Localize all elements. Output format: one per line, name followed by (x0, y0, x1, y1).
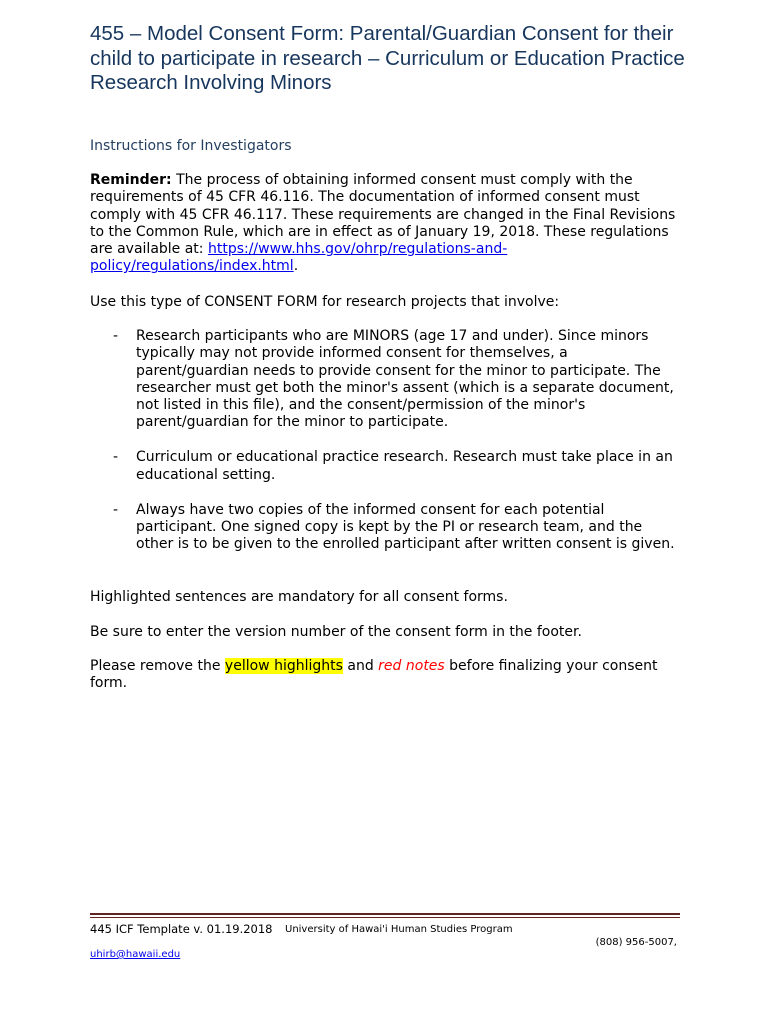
document-title: 455 – Model Consent Form: Parental/Guardian Consent for their child to participate in research – Curriculum or Education Practice Research Involving Minors (90, 22, 685, 94)
footer-phone: (808) 956-5007, (595, 937, 677, 948)
footer-program-name: University of Hawai'i Human Studies Program (285, 924, 513, 935)
remove-note (90, 658, 690, 693)
reminder-paragraph (90, 172, 680, 276)
instructions-heading: Instructions for Investigators (90, 138, 292, 154)
list-item-text: Research participants who are MINORS (age 17 and under). Since minors typically may not provide informed consent for themselves, a parent/guardian needs to provide consent for the minor to participate. The researcher must get both the minor's assent (which is a separate document, not listed in this file), and the consent/permission of the minor's parent/guardian for the minor to participate. (136, 328, 674, 431)
reminder-text: The process of obtaining informed consent must comply with the requirements of 45 CFR 46.116. The documentation of informed consent must comply with 45 CFR 46.117. These requirements are changed in the Final Revisions to the Common Rule, which are in effect as of January 19, 2018. These regulations are available at: (90, 172, 676, 258)
requirements-list (90, 328, 690, 571)
regulations-link[interactable]: https://www.hhs.gov/ohrp/regulations-and-policy/regulations/index.html (90, 241, 508, 275)
highlight-note: Highlighted sentences are mandatory for all consent forms. (90, 589, 508, 605)
remove-note-middle: and (342, 658, 379, 674)
yellow-highlight-text: yellow highlights (224, 658, 343, 674)
reminder-label: Reminder: (90, 172, 172, 188)
bullet-dash: - (113, 449, 119, 466)
list-item-text: Always have two copies of the informed consent for each potential participant. One signed copy is kept by the PI or research team, and the other is to be given to the enrolled participant after written consent is given. (136, 501, 675, 553)
remove-note-before: Please remove the (90, 658, 225, 674)
list-item (90, 502, 690, 554)
red-note-text: red notes (378, 658, 445, 674)
reminder-period: . (293, 258, 299, 275)
footer-email-link[interactable]: uhirb@hawaii.edu (90, 949, 181, 960)
list-item (90, 328, 690, 432)
intro-paragraph: Use this type of CONSENT FORM for research projects that involve: (90, 294, 560, 310)
bullet-dash: - (113, 501, 119, 518)
list-item (90, 449, 690, 484)
footer-divider (90, 913, 680, 918)
list-item-text: Curriculum or educational practice research. Research must take place in an educational setting. (136, 449, 673, 483)
remove-note-after: before finalizing your consent form. (90, 658, 658, 692)
footer-template-version: 445 ICF Template v. 01.19.2018 (90, 922, 273, 936)
bullet-dash: - (113, 328, 119, 344)
version-note: Be sure to enter the version number of the consent form in the footer. (90, 624, 582, 640)
